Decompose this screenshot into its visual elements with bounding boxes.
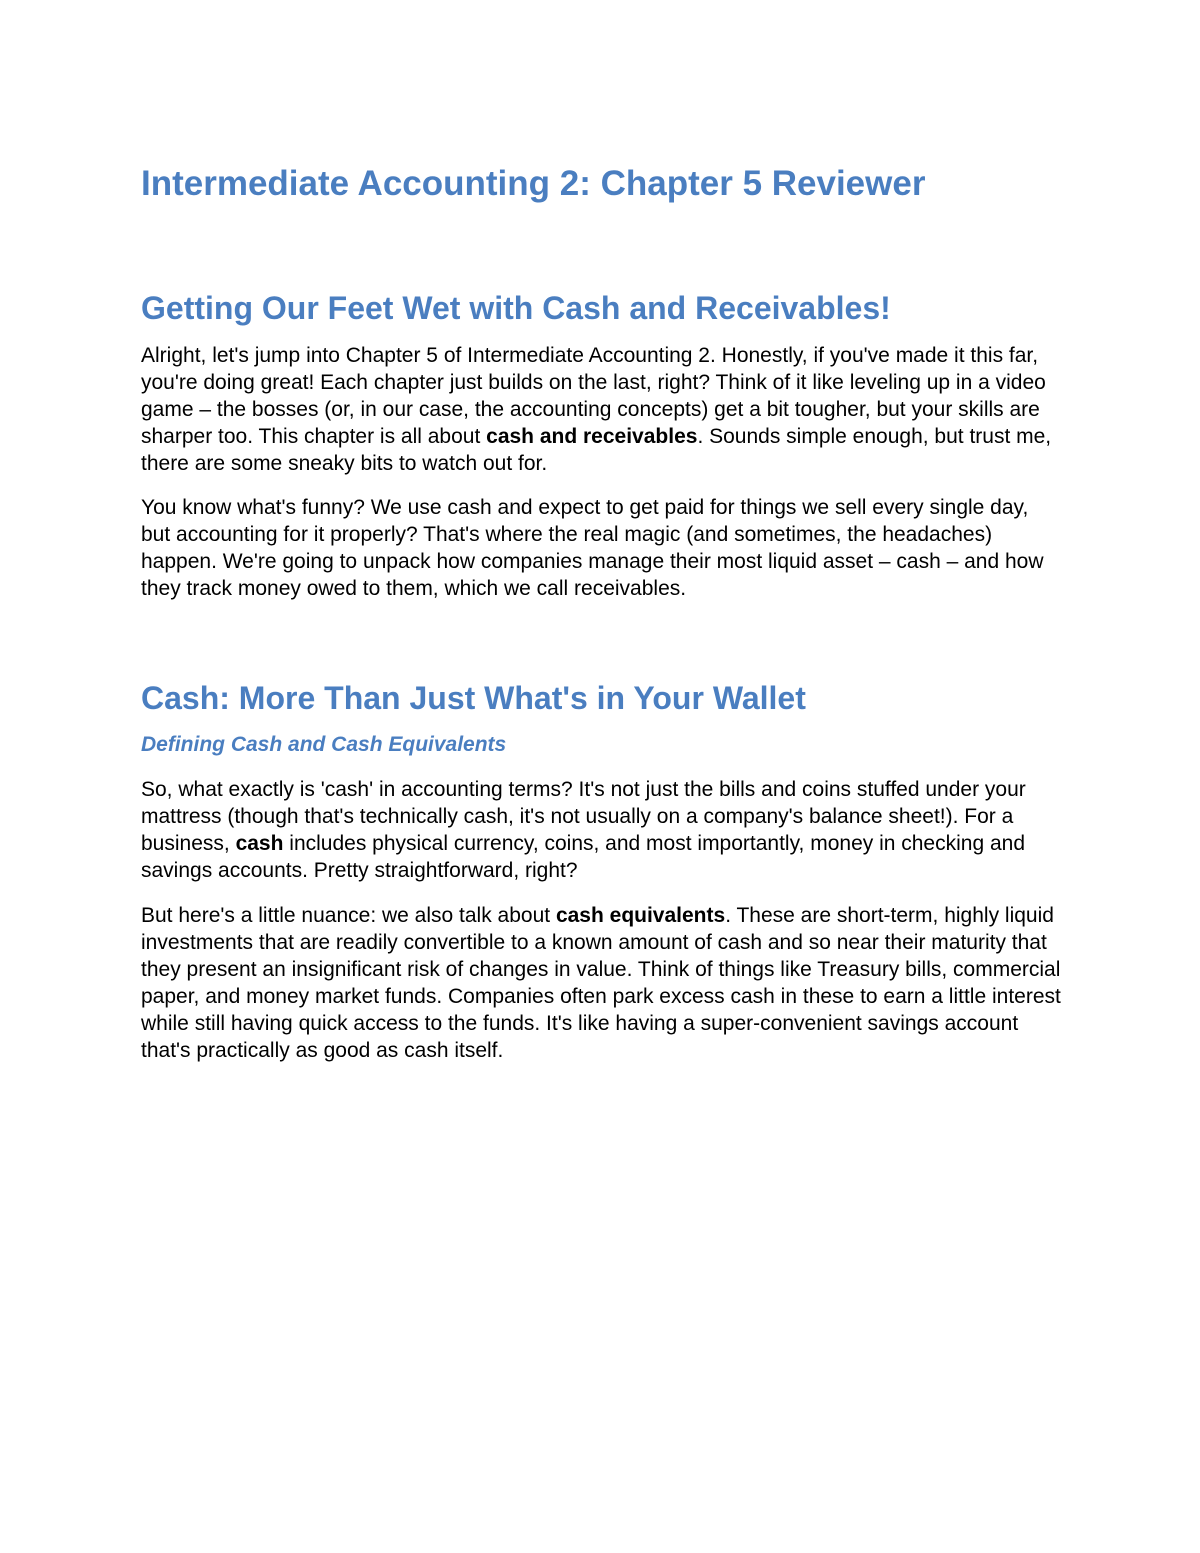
document-title: Intermediate Accounting 2: Chapter 5 Reviewer (141, 164, 926, 203)
section-heading-cash-wallet: Cash: More Than Just What's in Your Wallet (141, 680, 806, 716)
cash-equivalents-paragraph (141, 902, 1061, 1064)
intro-text-end: . Sounds simple enough, but trust me, there are some sneaky bits to watch out for. (141, 425, 1052, 475)
document-page (141, 160, 1061, 1064)
cash-def-text-end: includes physical currency, coins, and most importantly, money in checking and savings accounts. Pretty straightforward, right? (141, 832, 1026, 882)
cash-equivalents-bold-term: cash equivalents (555, 904, 726, 927)
funny-paragraph: You know what's funny? We use cash and expect to get paid for things we sell every single day, but accounting for it properly? That's where the real magic (and sometimes, the headaches) happen. We're going to unpack how companies manage their most liquid asset – cash – and how they track money owed to them, which we call receivables. (141, 496, 1044, 600)
equiv-text-start: But here's a little nuance: we also talk about (141, 904, 556, 927)
equiv-text-end: . These are short-term, highly liquid investments that are readily convertible to a known amount of cash and so near their maturity that they present an insignificant risk of changes in value. Think of things like Treasury bills, commercial paper, and money market funds. Companies often park excess cash in these to earn a little interest while still having quick access to the funds. It's like having a super-convenient savings account that's practically as good as cash itself. (141, 904, 1061, 1062)
intro-text-start: Alright, let's jump into Chapter 5 of Intermediate Accounting 2. Honestly, if you've made it this far, you're doing great! Each chapter just builds on the last, right? Think of it like leveling up in a video game – the bosses (or, in our case, the accounting concepts) get a bit tougher, but your skills are sharper too. This chapter is all about (141, 344, 1046, 448)
cash-def-text-start: So, what exactly is 'cash' in accounting terms? It's not just the bills and coins stuffed under your mattress (though that's technically cash, it's not usually on a company's balance sheet!). For a business, (141, 778, 1026, 855)
intro-bold-term: cash and receivables (486, 425, 698, 448)
cash-definition-paragraph (141, 776, 1061, 884)
subheading-cash-equivalents: Defining Cash and Cash Equivalents (141, 733, 507, 756)
intro-paragraph (141, 342, 1061, 477)
cash-bold-term: cash (235, 832, 284, 855)
section-heading-cash-receivables: Getting Our Feet Wet with Cash and Receivables! (141, 290, 891, 326)
